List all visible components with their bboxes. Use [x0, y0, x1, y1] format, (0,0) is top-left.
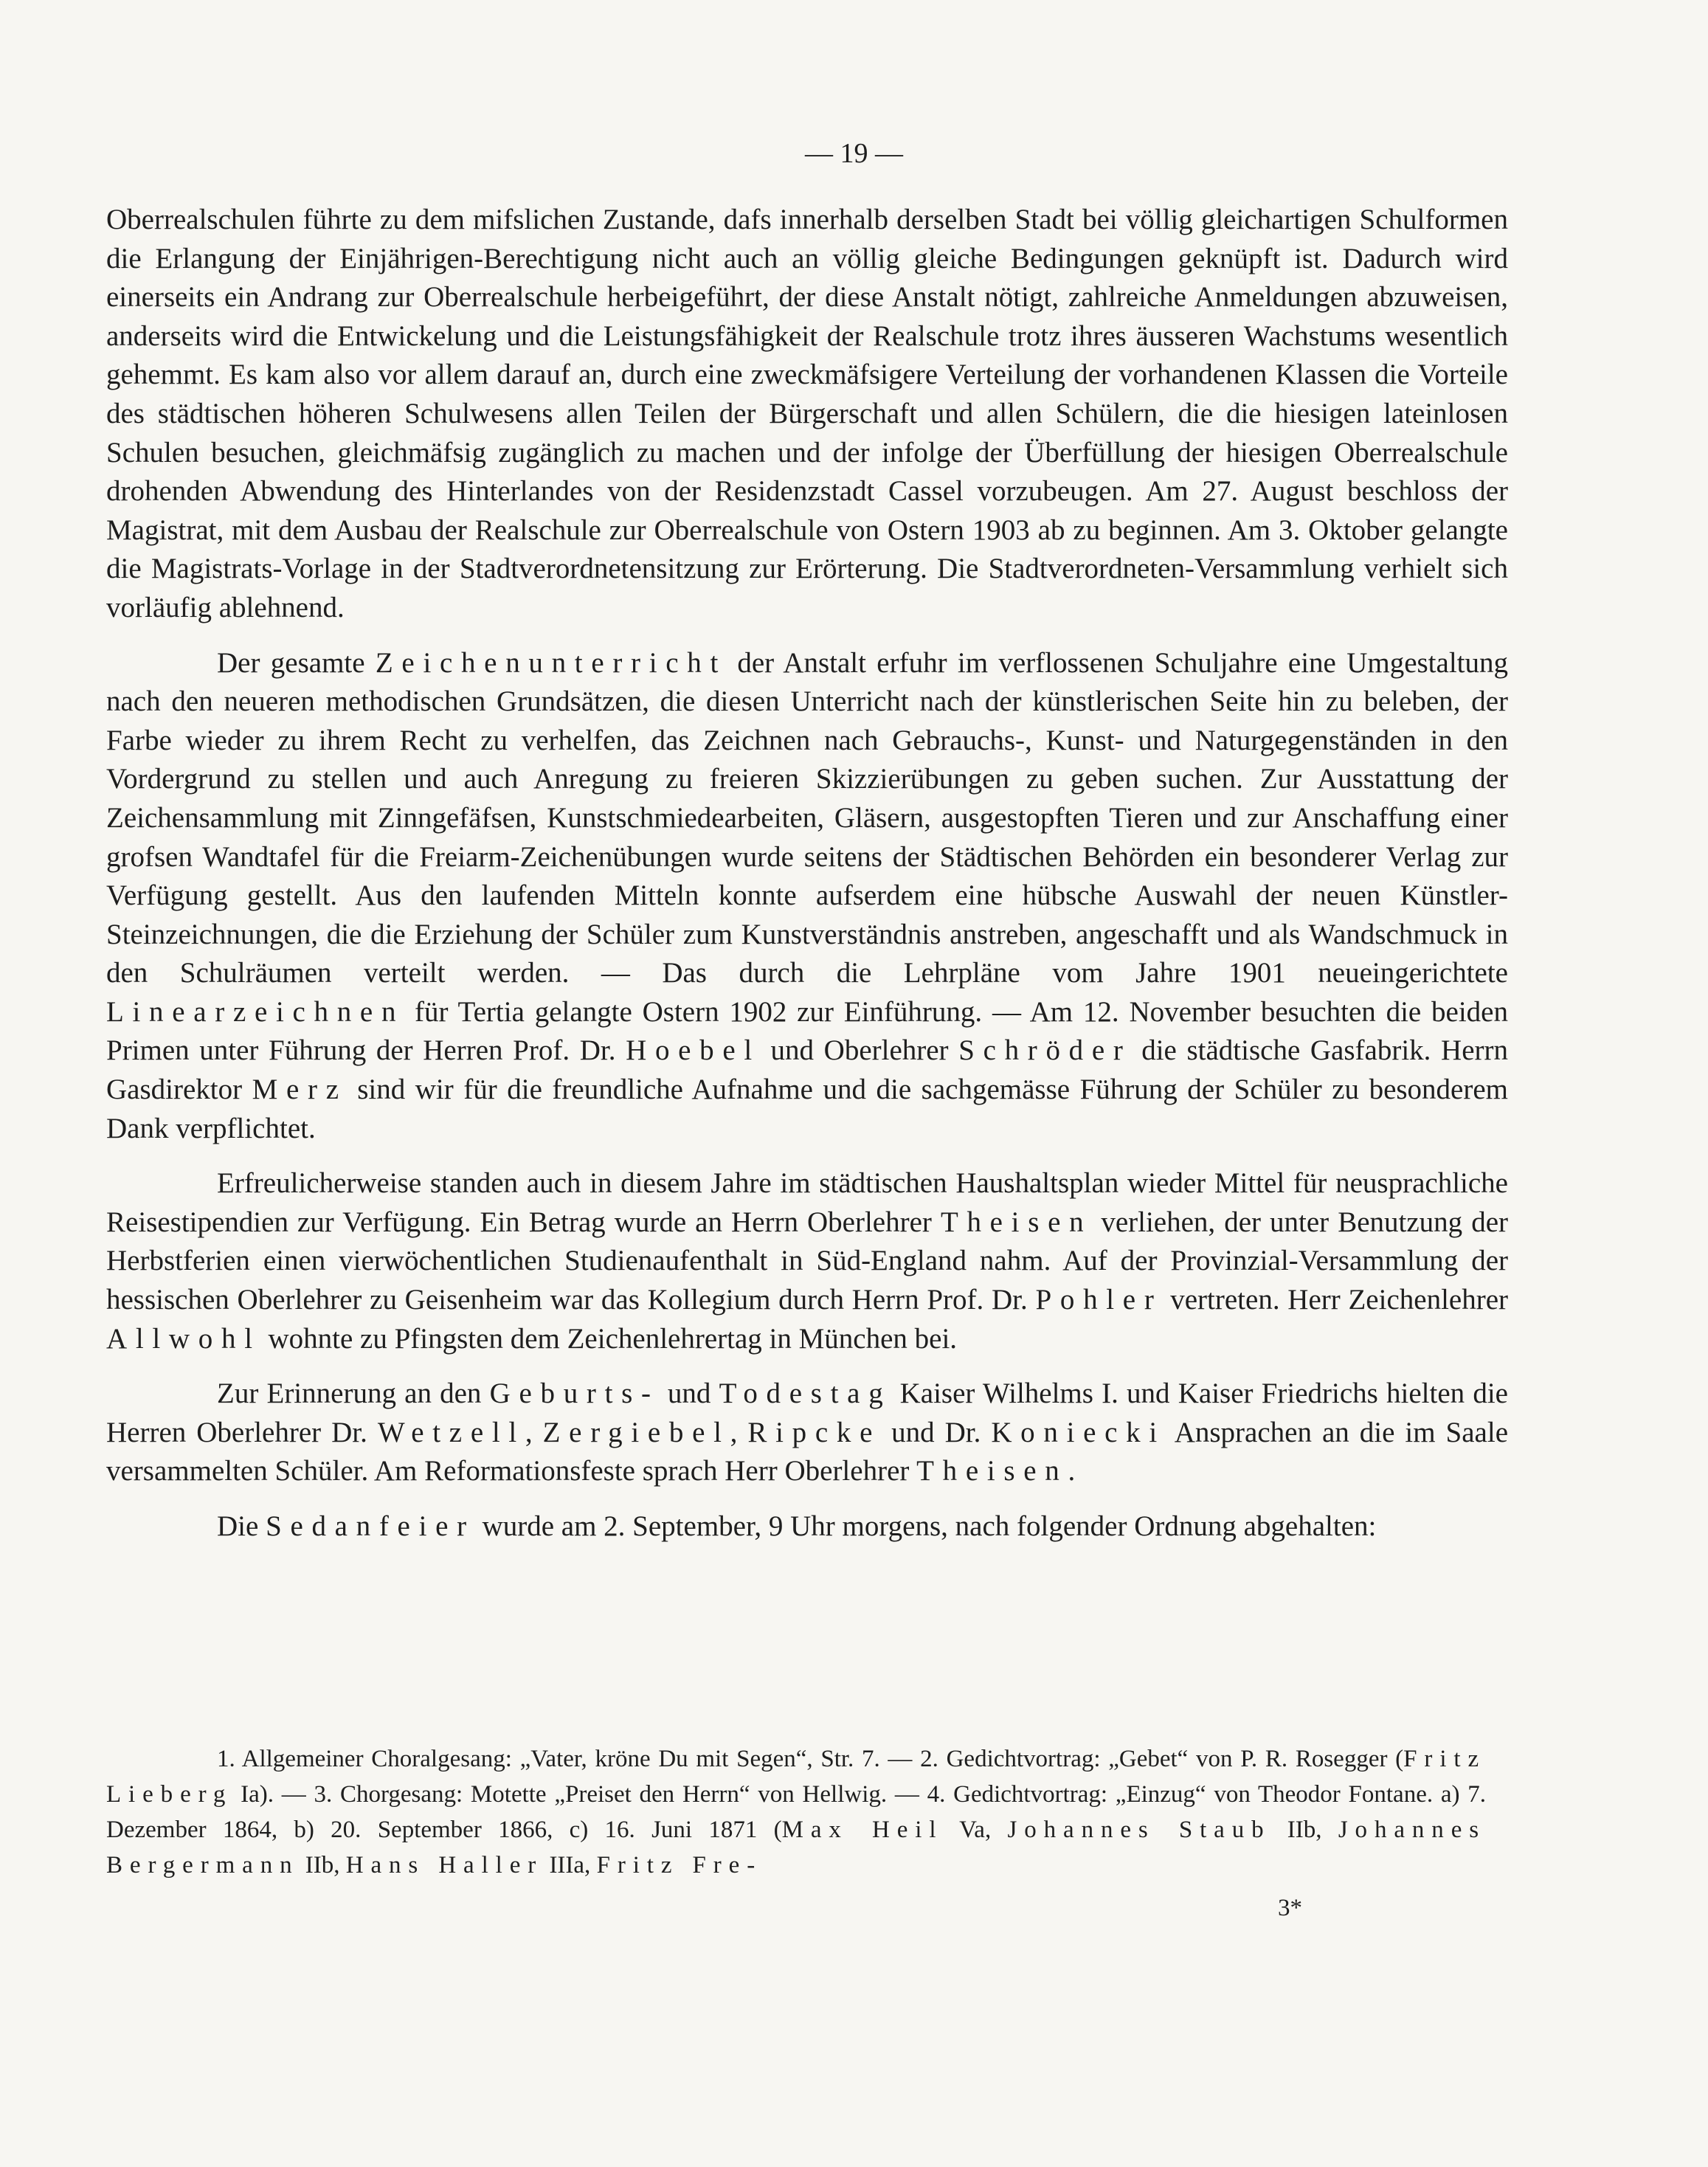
text-run: , — [730, 1416, 748, 1448]
text-run: Ia). — 3. Chorgesang: Motette „Preiset den Herrn“ von Hellwig. — 4. Gedichtvortrag: „Einzug“ von Theodor Fontane. a) 7. Dezember 1864, b) 20. September 1866, c) 16. Juni 1871 ( — [106, 1781, 1486, 1843]
spaced-name: Geburts- — [489, 1378, 660, 1410]
spaced-name: Hans Haller — [345, 1852, 544, 1879]
spaced-name: Schröder — [958, 1034, 1132, 1067]
text-run: vertreten. Herr Zeichenlehrer — [1162, 1284, 1508, 1316]
spaced-name: Zeichenunterricht — [375, 646, 727, 679]
text-run: Ansprachen an die im Saale versammelten Schüler. Am Reformationsfeste sprach Herr Oberlehrer — [106, 1416, 1509, 1487]
spaced-name: Johannes Bergermann — [106, 1817, 1486, 1879]
text-run: die städtische Gasfabrik. Herrn Gasdirektor — [106, 1034, 1508, 1106]
spaced-name: Theisen — [916, 1455, 1068, 1487]
spaced-name: Hoebel — [626, 1034, 761, 1067]
paragraph — [106, 1164, 1508, 1358]
text-run: Die — [217, 1510, 266, 1542]
paragraph — [106, 644, 1508, 1149]
spaced-name: Allwohl — [106, 1322, 261, 1355]
text-run: . — [1068, 1455, 1076, 1487]
spaced-name: Linearzeichnen — [106, 995, 405, 1028]
program-list-item — [106, 1741, 1486, 1883]
paragraph — [106, 201, 1508, 628]
text-run: Zur Erinnerung an den — [217, 1378, 490, 1410]
text-run: IIb, — [299, 1852, 346, 1879]
text-run: der Anstalt erfuhr im verflossenen Schuljahre eine Umgestaltung nach den neueren methodischen Grundsätzen, die diesen Unterricht nach der künstlerischen Seite hin zu beleben, der Farbe wieder zu ihrem Recht zu verhelfen, das Zeichnen nach Gebrauchs-, Kunst- und Naturgegenständen in den Vordergrund zu stellen und auch Anregung zu freieren Skizzierübungen zu geben suchen. Zur Ausstattung der Zeichensammlung mit Zinngefäfsen, Kunstschmiedearbeiten, Gläsern, ausgestopften Tieren und zur Anschaffung einer grofsen Wandtafel für die Freiarm-Zeichenübungen wurde seitens der Städtischen Behörden ein besonderer Verlag zur Verfügung gestellt. Aus den laufenden Mitteln konnte aufserdem eine hübsche Auswahl der neuen Künstler-Steinzeichnungen, die die Erziehung der Schüler zum Kunstverständnis anstreben, angeschafft und als Wandschmuck in den Schulräumen verteilt werden. — Das durch die Lehrpläne vom Jahre 1901 neueingerichtete — [106, 646, 1508, 989]
text-run: wohnte zu Pfingsten dem Zeichenlehrertag in München bei. — [260, 1322, 958, 1355]
text-run: Oberrealschulen führte zu dem mifslichen Zustande, dafs innerhalb derselben Stadt bei völlig gleichartigen Schulformen die Erlangung der Einjährigen-Berechtigung nicht auch an völlig gleiche Bedingungen geknüpft ist. Dadurch wird einerseits ein Andrang zur Oberrealschule herbeigeführt, der diese Anstalt nötigt, zahlreiche Anmeldungen abzuweisen, anderseits wird die Entwickelung und die Leistungsfähigkeit der Realschule trotz ihres äusseren Wachstums wesentlich gehemmt. Es kam also vor allem darauf an, durch eine zweckmäfsigere Verteilung der vorhandenen Klassen die Vorteile des städtischen höheren Schulwesens allen Teilen der Bürgerschaft und allen Schülern, die die hiesigen lateinlosen Schulen besuchen, gleichmäfsig zugänglich zu machen und der infolge der Überfüllung der hiesigen Oberrealschule drohenden Abwendung des Hinterlandes von der Residenzstadt Cassel vorzubeugen. Am 27. August beschloss der Magistrat, mit dem Ausbau der Realschule zur Oberrealschule von Ostern 1903 ab zu beginnen. Am 3. Oktober gelangte die Magistrats-Vorlage in der Stadtverordnetensitzung zur Erörterung. Die Stadtverordneten-Versammlung verhielt sich vorläufig ablehnend. — [106, 204, 1508, 623]
spaced-name: Ripcke — [747, 1416, 882, 1448]
sedanfeier-program — [106, 1741, 1486, 1883]
spaced-name: Merz — [252, 1074, 348, 1106]
text-run: und — [659, 1378, 719, 1410]
text-run: Erfreulicherweise standen auch in diesem Jahre im städtischen Haushaltsplan wieder Mittel für neusprachliche Reisestipendien zur Verfügung. Ein Betrag wurde an Herrn Oberlehrer — [106, 1167, 1508, 1238]
text-run: und Dr. — [881, 1416, 992, 1448]
text-run: für Tertia gelangte Ostern 1902 zur Einführung. — Am 12. November besuchten die beiden Primen unter Führung der Herren Prof. Dr. — [106, 995, 1508, 1067]
spaced-name: Pohler — [1035, 1284, 1163, 1316]
page-number: — 19 — — [805, 138, 903, 169]
text-run: Va, — [943, 1817, 1008, 1843]
text-run: und Oberlehrer — [760, 1034, 959, 1067]
text-run: IIIa, — [543, 1852, 597, 1879]
text-run: verliehen, der unter Benutzung der Herbstferien einen vierwöchentlichen Studienaufenthalt in Süd-England nahm. Auf der Provinzial-Versammlung der hessischen Oberlehrer zu Geisenheim war das Kollegium durch Herrn Prof. Dr. — [106, 1206, 1508, 1316]
spaced-name: Fritz Lieberg — [106, 1746, 1486, 1808]
text-run: Kaiser Wilhelms I. und Kaiser Friedrichs hielten die Herren Oberlehrer Dr. — [106, 1378, 1508, 1448]
spaced-name: Johannes Staub — [1007, 1817, 1271, 1843]
text-run: 1. Allgemeiner Choralgesang: „Vater, kröne Du mit Segen“, Str. 7. — 2. Gedichtvortrag: „Gebet“ von P. R. Rosegger ( — [217, 1746, 1404, 1772]
signature-mark: 3* — [1278, 1895, 1302, 1921]
spaced-name: Sedanfeier — [266, 1510, 475, 1542]
body-text — [106, 201, 1508, 1546]
spaced-name: Max Heil — [781, 1817, 944, 1843]
spaced-name: Wetzell — [377, 1416, 525, 1448]
spaced-name: Zergiebel — [542, 1416, 730, 1448]
spaced-name: Koniecki — [991, 1416, 1166, 1448]
text-run: IIb, — [1270, 1817, 1338, 1843]
text-run: wurde am 2. September, 9 Uhr morgens, nach folgender Ordnung abgehalten: — [474, 1510, 1377, 1542]
spaced-name: Todestag — [719, 1378, 892, 1410]
paragraph — [106, 1375, 1508, 1491]
text-run: , — [525, 1416, 543, 1448]
text-run: Der gesamte — [217, 646, 376, 679]
spaced-name: Theisen — [940, 1206, 1093, 1238]
paragraph — [106, 1507, 1508, 1546]
text-run: sind wir für die freundliche Aufnahme und die sachgemässe Führung der Schüler zu besonderem Dank verpflichtet. — [106, 1074, 1508, 1144]
spaced-name: Fritz Fre- — [596, 1852, 763, 1879]
